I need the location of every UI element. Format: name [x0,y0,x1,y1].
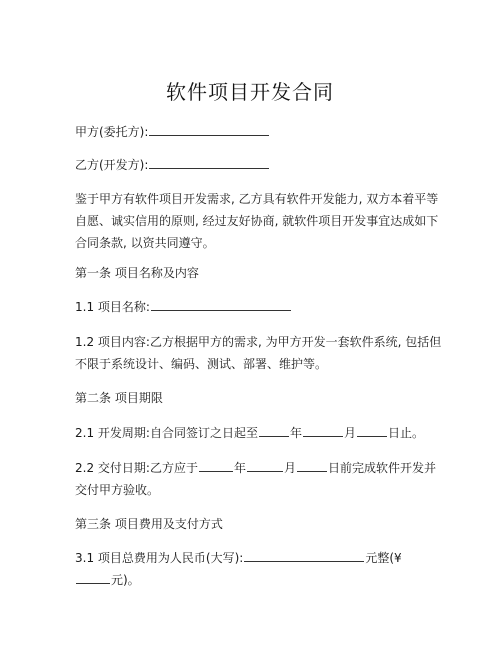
party-a-line [75,122,270,142]
intro-line: 鉴于甲方有软件项目开发需求, 乙方具有软件开发能力, 双方本着平等 [75,192,439,206]
dev-period-month-blank[interactable] [303,424,343,437]
article2-item1 [75,423,424,443]
party-b-blank[interactable] [149,156,269,169]
delivery-day-blank[interactable] [297,459,327,472]
dev-period-suffix: 日止。 [387,426,424,440]
total-fee-line2 [75,569,440,591]
party-a-label: 甲方(委托方): [75,125,149,139]
dev-period-prefix: 2.1 开发周期:自合同签订之日起至 [75,426,258,440]
project-name-label: 1.1 项目名称: [75,300,150,314]
article1-item1 [75,297,292,317]
total-fee-line [75,547,440,569]
project-name-blank[interactable] [151,298,291,311]
delivery-month-blank[interactable] [247,459,283,472]
delivery-date-line [75,457,440,479]
dev-period-month-label: 月 [343,426,356,440]
total-fee-words-blank[interactable] [244,549,364,562]
dev-period-year-blank[interactable] [259,424,289,437]
party-a-blank[interactable] [149,123,269,136]
total-fee-line2-suffix: 元)。 [111,573,140,587]
intro-paragraph [75,188,440,254]
article2-item2 [75,457,440,501]
intro-line: 自愿、诚实信用的原则, 经过友好协商, 就软件项目开发事宜达成如下 [75,214,439,228]
delivery-date-prefix: 2.2 交付日期:乙方应于 [75,461,198,475]
delivery-year-label: 年 [233,461,246,475]
party-b-line [75,155,270,175]
article1-heading: 第一条 项目名称及内容 [75,266,199,280]
article3-heading: 第三条 项目费用及支付方式 [75,517,223,531]
article2-heading: 第二条 项目期限 [75,391,163,405]
intro-line: 合同条款, 以资共同遵守。 [75,236,215,250]
dev-period-day-blank[interactable] [357,424,387,437]
article3-item1 [75,547,440,591]
delivery-date-suffix: 日前完成软件开发并 [327,461,436,475]
party-b-label: 乙方(开发方): [75,158,149,172]
delivery-year-blank[interactable] [199,459,233,472]
project-content-line: 1.2 项目内容:乙方根据甲方的需求, 为甲方开发一套软件系统, 包括但 [75,335,442,349]
article1-item2 [75,331,440,375]
total-fee-number-blank[interactable] [76,571,110,584]
delivery-date-line2: 交付甲方验收。 [75,483,160,497]
total-fee-suffix: 元整(¥ [365,551,402,565]
total-fee-prefix: 3.1 项目总费用为人民币(大写): [75,551,244,565]
document-title: 软件项目开发合同 [166,80,334,104]
project-content-line: 不限于系统设计、编码、测试、部署、维护等。 [75,357,328,371]
delivery-month-label: 月 [283,461,296,475]
dev-period-year-label: 年 [289,426,302,440]
